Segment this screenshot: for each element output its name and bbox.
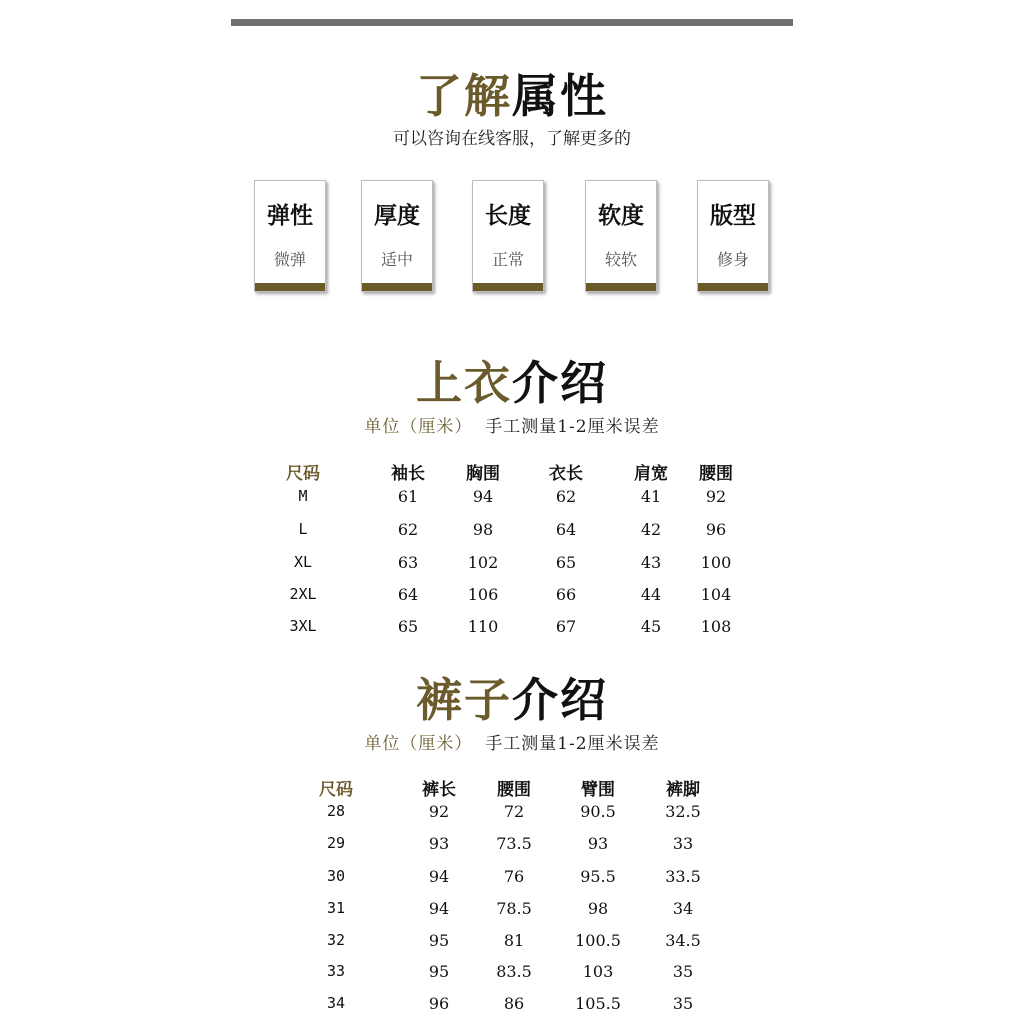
pants-size-header-cell: 臂围 bbox=[581, 780, 615, 800]
pants-size-title-rest: 介绍 bbox=[512, 673, 608, 727]
top-size-table-cell: 41 bbox=[640, 487, 662, 506]
attribute-card-length bbox=[472, 180, 544, 292]
pants-size-table-cell: 94 bbox=[428, 867, 450, 886]
top-size-table-cell: 64 bbox=[555, 520, 577, 539]
top-size-table-cell: 44 bbox=[640, 585, 662, 604]
pants-size-table-cell: 33 bbox=[672, 834, 694, 853]
top-size-header-cell: 尺码 bbox=[286, 464, 320, 484]
pants-size-table-cell: 34 bbox=[672, 899, 694, 918]
attribute-card-accent-bar bbox=[473, 283, 543, 291]
attribute-card-accent-bar bbox=[362, 283, 432, 291]
attributes-subtitle: 可以咨询在线客服，了解更多的 bbox=[393, 129, 631, 149]
pants-size-table-cell: 103 bbox=[582, 962, 614, 981]
top-size-table-cell: 42 bbox=[640, 520, 662, 539]
top-size-table-cell: 64 bbox=[397, 585, 419, 604]
attribute-card-accent-bar bbox=[255, 283, 325, 291]
attributes-title-rest: 属性 bbox=[512, 69, 608, 123]
pants-size-table-cell: 72 bbox=[503, 802, 525, 821]
top-size-table-cell: 63 bbox=[397, 553, 419, 572]
top-size-header-cell: 衣长 bbox=[549, 464, 583, 484]
pants-size-table-cell: 78.5 bbox=[496, 899, 532, 918]
pants-size-table-cell: 33 bbox=[326, 962, 346, 980]
top-size-table-cell: XL bbox=[293, 553, 313, 571]
pants-size-table-cell: 83.5 bbox=[496, 962, 532, 981]
top-size-table-cell: 65 bbox=[397, 617, 419, 636]
attributes-title-highlight: 了解 bbox=[416, 69, 512, 123]
pants-size-table-cell: 92 bbox=[428, 802, 450, 821]
top-size-table-cell: 65 bbox=[555, 553, 577, 572]
top-size-table-cell: 106 bbox=[467, 585, 499, 604]
top-size-table-cell: 45 bbox=[640, 617, 662, 636]
top-size-table-cell: 3XL bbox=[289, 617, 317, 635]
top-size-table-cell: 104 bbox=[700, 585, 732, 604]
pants-unit-note: 手工测量1-2厘米误差 bbox=[485, 734, 660, 754]
pants-size-table-cell: 35 bbox=[672, 962, 694, 981]
top-divider-bar bbox=[231, 19, 793, 26]
top-size-table-cell: M bbox=[298, 487, 308, 505]
pants-size-title-highlight: 裤子 bbox=[416, 673, 512, 727]
pants-size-table-cell: 28 bbox=[326, 802, 346, 820]
attribute-value: 适中 bbox=[380, 250, 413, 269]
pants-size-table-cell: 96 bbox=[428, 994, 450, 1013]
pants-size-table-cell: 105.5 bbox=[575, 994, 621, 1013]
top-size-table-cell: 62 bbox=[397, 520, 419, 539]
top-size-header-cell: 肩宽 bbox=[634, 464, 668, 484]
attribute-label: 弹性 bbox=[267, 202, 313, 229]
pants-size-header-cell: 裤长 bbox=[422, 780, 456, 800]
top-unit-line bbox=[0, 412, 1024, 437]
attribute-card-thickness bbox=[361, 180, 433, 292]
attribute-label: 版型 bbox=[710, 202, 756, 229]
top-size-table-cell: 98 bbox=[472, 520, 494, 539]
pants-size-header-cell: 裤脚 bbox=[666, 780, 700, 800]
attribute-card-fit bbox=[697, 180, 769, 292]
top-size-table-cell: 92 bbox=[705, 487, 727, 506]
pants-size-table-cell: 34.5 bbox=[665, 931, 701, 950]
pants-size-table-cell: 94 bbox=[428, 899, 450, 918]
pants-size-table-cell: 98 bbox=[587, 899, 609, 918]
attribute-value: 微弹 bbox=[273, 250, 306, 269]
attribute-label: 长度 bbox=[485, 202, 531, 229]
pants-size-table-cell: 100.5 bbox=[575, 931, 621, 950]
top-size-table-cell: 43 bbox=[640, 553, 662, 572]
attribute-card-accent-bar bbox=[698, 283, 768, 291]
top-size-table-cell: 61 bbox=[397, 487, 419, 506]
top-size-table-cell: 108 bbox=[700, 617, 732, 636]
top-size-title bbox=[0, 347, 1024, 413]
top-size-table-cell: 62 bbox=[555, 487, 577, 506]
attribute-card-softness bbox=[585, 180, 657, 292]
top-size-table-cell: 2XL bbox=[289, 585, 317, 603]
attribute-value: 较软 bbox=[604, 250, 637, 269]
pants-size-table-cell: 32.5 bbox=[665, 802, 701, 821]
pants-size-table-cell: 95 bbox=[428, 962, 450, 981]
top-unit-note: 手工测量1-2厘米误差 bbox=[485, 417, 660, 437]
pants-unit-line bbox=[0, 729, 1024, 754]
attribute-label: 软度 bbox=[598, 202, 644, 229]
attribute-value: 修身 bbox=[716, 250, 749, 269]
pants-size-table-cell: 31 bbox=[326, 899, 346, 917]
top-size-table-cell: 102 bbox=[467, 553, 499, 572]
pants-size-table-cell: 86 bbox=[503, 994, 525, 1013]
attributes-title bbox=[0, 60, 1024, 126]
attribute-card-elasticity bbox=[254, 180, 326, 292]
pants-unit-label: 单位（厘米） bbox=[364, 734, 473, 754]
pants-size-header-cell: 腰围 bbox=[497, 780, 531, 800]
pants-size-table-cell: 32 bbox=[326, 931, 346, 949]
pants-size-table-cell: 34 bbox=[326, 994, 346, 1012]
attribute-value: 正常 bbox=[491, 250, 524, 269]
top-unit-label: 单位（厘米） bbox=[364, 417, 473, 437]
pants-size-table-cell: 30 bbox=[326, 867, 346, 885]
top-size-table-cell: 110 bbox=[467, 617, 499, 636]
attribute-card-accent-bar bbox=[586, 283, 656, 291]
pants-size-table-cell: 95.5 bbox=[580, 867, 616, 886]
top-size-table-cell: 100 bbox=[700, 553, 732, 572]
attribute-label: 厚度 bbox=[374, 202, 420, 229]
top-size-table-cell: 66 bbox=[555, 585, 577, 604]
pants-size-table-cell: 29 bbox=[326, 834, 346, 852]
pants-size-table-cell: 33.5 bbox=[665, 867, 701, 886]
pants-size-table-cell: 73.5 bbox=[496, 834, 532, 853]
top-size-table-cell: 94 bbox=[472, 487, 494, 506]
top-size-header-cell: 胸围 bbox=[466, 464, 500, 484]
top-size-table-cell: L bbox=[298, 520, 308, 538]
pants-size-title bbox=[0, 664, 1024, 730]
pants-size-header-cell: 尺码 bbox=[319, 780, 353, 800]
pants-size-table-cell: 95 bbox=[428, 931, 450, 950]
top-size-header-cell: 袖长 bbox=[391, 464, 425, 484]
top-size-table-cell: 67 bbox=[555, 617, 577, 636]
top-size-title-highlight: 上衣 bbox=[416, 356, 512, 410]
pants-size-table-cell: 35 bbox=[672, 994, 694, 1013]
pants-size-table-cell: 81 bbox=[503, 931, 525, 950]
top-size-title-rest: 介绍 bbox=[512, 356, 608, 410]
top-size-table-cell: 96 bbox=[705, 520, 727, 539]
pants-size-table-cell: 90.5 bbox=[580, 802, 616, 821]
top-size-header-cell: 腰围 bbox=[699, 464, 733, 484]
pants-size-table-cell: 76 bbox=[503, 867, 525, 886]
pants-size-table-cell: 93 bbox=[428, 834, 450, 853]
pants-size-table-cell: 93 bbox=[587, 834, 609, 853]
